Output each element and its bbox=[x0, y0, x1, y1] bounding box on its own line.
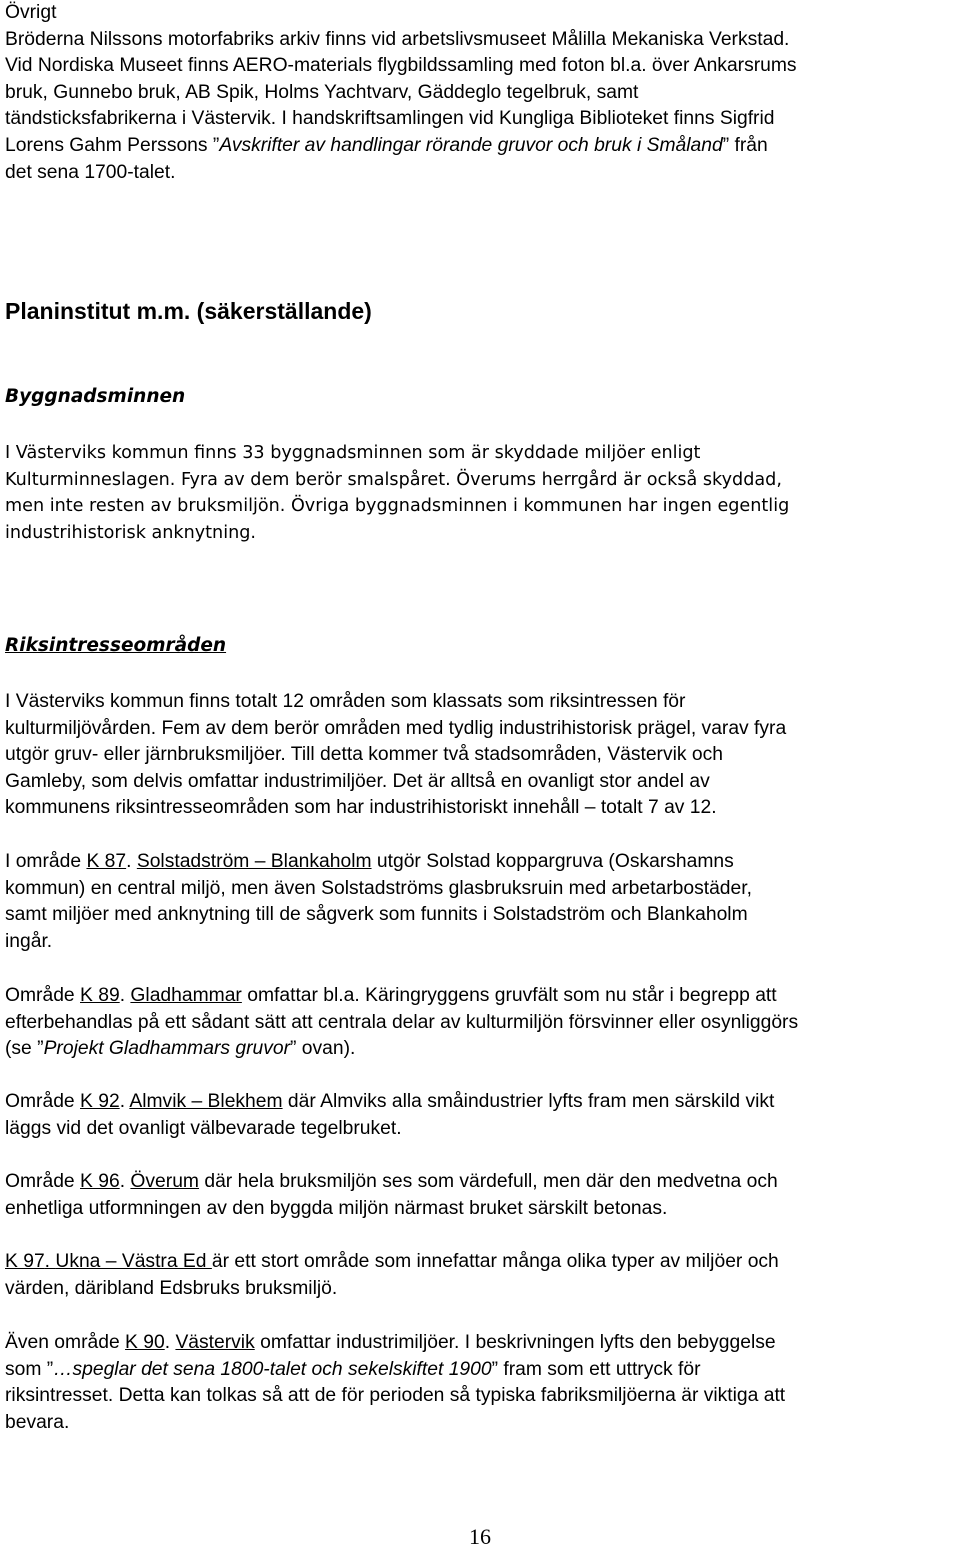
paragraph-line: industrihistorisk anknytning. bbox=[5, 522, 257, 543]
text-span: Lorens Gahm Perssons ” bbox=[5, 134, 220, 156]
paragraph-line: kulturmiljövården. Fem av dem berör områden med tydlig industrihistorisk prägel, varav fyra bbox=[5, 717, 787, 739]
paragraph-line: värden, däribland Edsbruks bruksmiljö. bbox=[5, 1277, 338, 1299]
paragraph-line: riksintresset. Detta kan tolkas så att de för perioden så typiska fabriksmiljöerna är viktiga att bbox=[5, 1385, 786, 1407]
text-span: där Almviks alla småindustrier lyfts fram men särskild vikt bbox=[282, 1091, 775, 1112]
area-name: Västervik bbox=[175, 1332, 255, 1353]
paragraph-line: efterbehandlas på ett sådant sätt att centrala delar av kulturmiljön försvinner eller osynliggörs bbox=[5, 1011, 799, 1033]
text-span: I område bbox=[5, 851, 87, 872]
area-code: K 87 bbox=[86, 851, 127, 872]
text-span: som ” bbox=[5, 1358, 54, 1380]
paragraph-line: I Västerviks kommun finns totalt 12 områden som klassats som riksintressen för bbox=[5, 691, 686, 712]
k92-paragraph bbox=[5, 1089, 957, 1142]
text-span: Område bbox=[5, 1091, 81, 1112]
paragraph-line bbox=[5, 983, 957, 1010]
ovrigt-line: det sena 1700-talet. bbox=[5, 161, 176, 183]
text-span: . bbox=[126, 851, 137, 872]
k96-paragraph bbox=[5, 1169, 957, 1222]
text-span: är ett stort område som innefattar många olika typer av miljöer och bbox=[211, 1251, 779, 1272]
text-span: Även område bbox=[5, 1332, 126, 1353]
paragraph-line: Kulturminneslagen. Fyra av dem berör smalspåret. Överums herrgård är också skyddad, bbox=[5, 469, 782, 490]
quoted-description: …speglar det sena 1800-talet och sekelskiftet 1900 bbox=[53, 1358, 492, 1380]
ovrigt-heading: Övrigt bbox=[5, 2, 57, 23]
area-code: K 97 bbox=[5, 1251, 45, 1272]
paragraph-line bbox=[5, 1036, 957, 1063]
text-span: . bbox=[44, 1251, 56, 1272]
ovrigt-line: Bröderna Nilssons motorfabriks arkiv finns vid arbetslivsmuseet Målilla Mekaniska Verkstad. bbox=[5, 28, 790, 50]
paragraph-line: ingår. bbox=[5, 930, 53, 952]
planinstitut-heading: Planinstitut m.m. (säkerställande) bbox=[5, 298, 372, 324]
paragraph-line: kommunens riksintresseområden som har industrihistoriskt innehåll – totalt 7 av 12. bbox=[5, 797, 717, 819]
ovrigt-line bbox=[5, 133, 957, 160]
text-span: . bbox=[119, 1091, 130, 1112]
riksintresse-paragraph bbox=[5, 689, 957, 822]
paragraph-line bbox=[5, 1089, 957, 1116]
paragraph-line: utgör gruv- eller järnbruksmiljöer. Till detta kommer två stadsområden, Västervik och bbox=[5, 744, 723, 766]
area-name: Gladhammar bbox=[130, 985, 242, 1006]
paragraph-line: samt miljöer med anknytning till de sågverk som funnits i Solstadström och Blankaholm bbox=[5, 904, 748, 926]
paragraph-line: bevara. bbox=[5, 1411, 70, 1433]
k89-paragraph bbox=[5, 983, 957, 1063]
text-span: ” från bbox=[722, 134, 768, 156]
byggnadsminnen-paragraph bbox=[5, 440, 957, 546]
text-span: Område bbox=[5, 985, 81, 1006]
text-span: omfattar bl.a. Käringryggens gruvfält som nu står i begrepp att bbox=[241, 985, 777, 1006]
k87-paragraph bbox=[5, 849, 957, 955]
area-name: Almvik – Blekhem bbox=[129, 1091, 283, 1112]
area-name: Ukna – Västra Ed bbox=[55, 1251, 212, 1272]
area-code: K 92 bbox=[80, 1091, 120, 1112]
paragraph-line bbox=[5, 1169, 957, 1196]
paragraph-line bbox=[5, 849, 957, 876]
text-span: ” fram som ett uttryck för bbox=[491, 1358, 701, 1380]
area-name: Överum bbox=[130, 1171, 199, 1192]
area-code: K 90 bbox=[125, 1332, 165, 1353]
area-name: Solstadström – Blankaholm bbox=[136, 851, 372, 872]
page-number: 16 bbox=[469, 1524, 491, 1549]
k90-paragraph bbox=[5, 1330, 957, 1436]
paragraph-line bbox=[5, 1357, 957, 1384]
ovrigt-line: tändsticksfabrikerna i Västervik. I handskriftsamlingen vid Kungliga Biblioteket finns Sigfrid bbox=[5, 108, 775, 130]
paragraph-line: men inte resten av bruksmiljön. Övriga byggnadsminnen i kommunen har ingen egentlig bbox=[5, 496, 790, 517]
text-span: . bbox=[119, 985, 131, 1006]
kb-document-title: Avskrifter av handlingar rörande gruvor och bruk i Småland bbox=[219, 134, 723, 156]
project-title: Projekt Gladhammars gruvor bbox=[43, 1038, 291, 1060]
ovrigt-line: bruk, Gunnebo bruk, AB Spik, Holms Yachtvarv, Gäddeglo tegelbruk, samt bbox=[5, 81, 639, 103]
paragraph-line bbox=[5, 1330, 957, 1357]
paragraph-line: läggs vid det ovanligt välbevarade tegelbruket. bbox=[5, 1117, 402, 1139]
paragraph-line: enhetliga utformningen av den byggda miljön närmast bruket särskilt betonas. bbox=[5, 1197, 668, 1219]
ovrigt-section bbox=[5, 0, 957, 186]
text-span: där hela bruksmiljön ses som värdefull, men där den medvetna och bbox=[198, 1171, 778, 1192]
text-span: ” ovan). bbox=[290, 1038, 356, 1060]
k97-paragraph bbox=[5, 1249, 957, 1302]
text-span: . bbox=[119, 1171, 131, 1192]
text-span: Område bbox=[5, 1171, 81, 1192]
text-span: . bbox=[164, 1332, 176, 1353]
paragraph-line: kommun) en central miljö, men även Solstadströms glasbruksruin med arbetarbostäder, bbox=[5, 877, 752, 899]
text-span: omfattar industrimiljöer. I beskrivningen lyfts den bebyggelse bbox=[254, 1332, 776, 1353]
text-span: utgör Solstad koppargruva (Oskarshamns bbox=[371, 851, 734, 872]
text-span: (se ” bbox=[5, 1038, 44, 1060]
paragraph-line bbox=[5, 1249, 957, 1276]
area-code: K 96 bbox=[80, 1171, 120, 1192]
area-code: K 89 bbox=[80, 985, 120, 1006]
ovrigt-line: Vid Nordiska Museet finns AERO-materials flygbildssamling med foton bl.a. över Ankarsrums bbox=[5, 55, 797, 77]
riksintresse-heading: Riksintresseområden bbox=[5, 635, 227, 656]
paragraph-line: I Västerviks kommun finns 33 byggnadsminnen som är skyddade miljöer enligt bbox=[5, 443, 701, 463]
paragraph-line: Gamleby, som delvis omfattar industrimiljöer. Det är alltså en ovanligt stor andel av bbox=[5, 770, 710, 792]
byggnadsminnen-heading: Byggnadsminnen bbox=[5, 386, 186, 407]
